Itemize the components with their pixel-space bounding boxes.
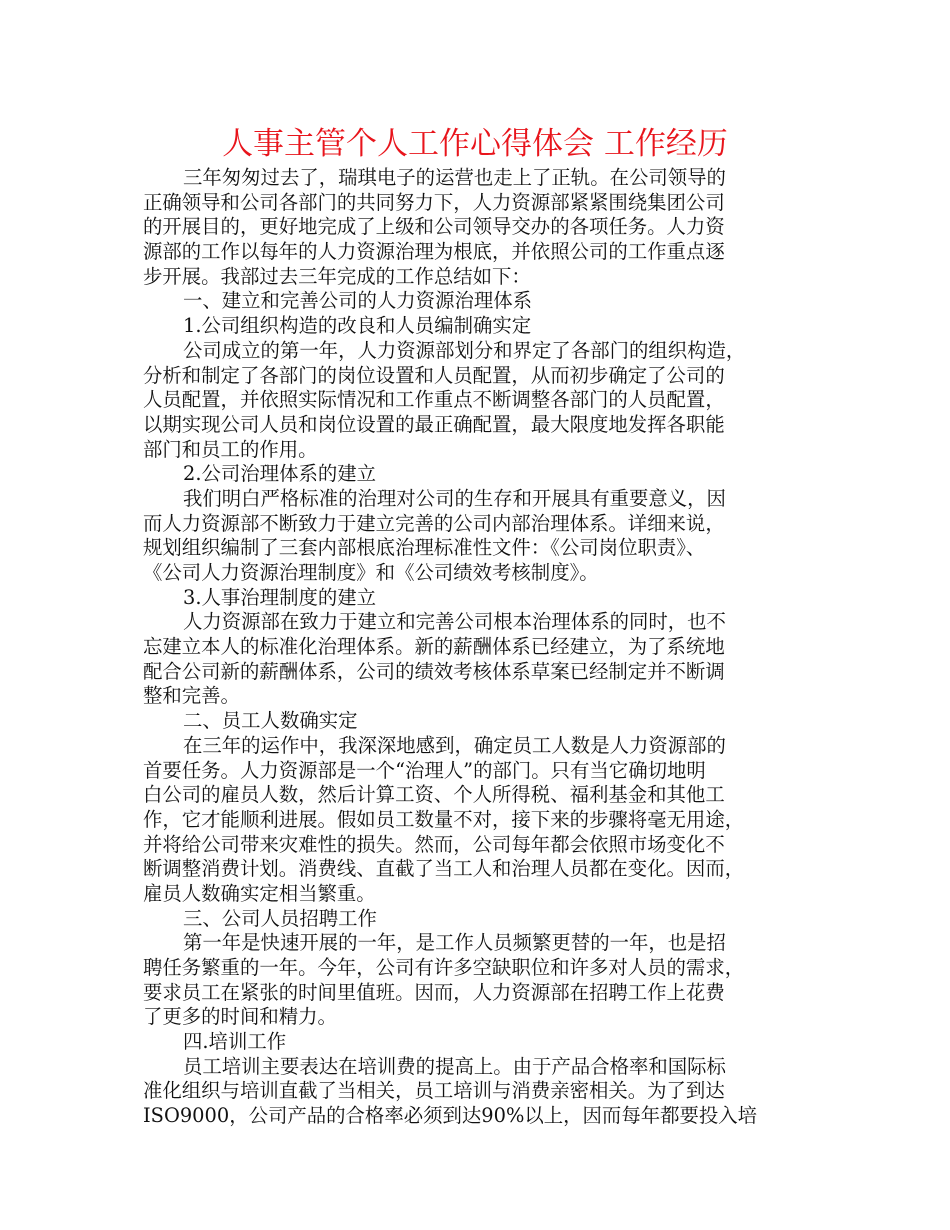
body-line: 准化组织与培训直截了当相关，员工培训与消费亲密相关。为了到达: [143, 1079, 725, 1103]
body-line: 以期实现公司人员和岗位设置的最正确配置，最大限度地发挥各职能: [143, 412, 725, 436]
body-line: 整和完善。: [143, 684, 240, 708]
body-line: 的开展目的，更好地完成了上级和公司领导交办的各项任务。人力资: [143, 215, 725, 239]
body-line: 规划组织编制了三套内部根底治理标准性文件：《公司岗位职责》、: [143, 536, 706, 560]
body-line: 在三年的运作中，我深深地感到，确定员工人数是人力资源部的: [183, 733, 726, 757]
body-line: 并将给公司带来灾难性的损失。然而，公司每年都会依照市场变化不: [143, 832, 725, 856]
body-line: 聘任务繁重的一年。今年，公司有许多空缺职位和许多对人员的需求，: [143, 956, 745, 979]
body-line: 二、员工人数确实定: [183, 709, 358, 733]
body-line: 公司成立的第一年，人力资源部划分和界定了各部门的组织构造，: [183, 338, 746, 362]
body-line: 四.培训工作: [183, 1030, 287, 1054]
body-line: 步开展。我部过去三年完成的工作总结如下：: [143, 264, 531, 288]
document-title: 人事主管个人工作心得体会 工作经历: [222, 126, 728, 162]
body-line: 《公司人力资源治理制度》和《公司绩效考核制度》。: [143, 561, 599, 584]
body-line: 而人力资源部不断致力于建立完善的公司内部治理体系。详细来说，: [143, 511, 725, 535]
body-line: 1.公司组织构造的改良和人员编制确实定: [183, 314, 532, 338]
document-body: [143, 166, 815, 1129]
body-line: 了更多的时间和精力。: [143, 1005, 337, 1029]
body-line: 一、建立和完善公司的人力资源治理体系: [183, 289, 533, 313]
body-line: 正确领导和公司各部门的共同努力下，人力资源部紧紧围绕集团公司: [143, 190, 725, 214]
body-line: 人员配置，并依照实际情况和工作重点不断调整各部门的人员配置，: [143, 388, 725, 412]
body-line: 人力资源部在致力于建立和完善公司根本治理体系的同时，也不: [183, 610, 726, 634]
body-line: 三年匆匆过去了，瑞琪电子的运营也走上了正轨。在公司领导的: [183, 166, 726, 189]
body-line: 作，它才能顺利进展。假如员工数量不对，接下来的步骤将毫无用途，: [143, 807, 745, 831]
body-line: 第一年是快速开展的一年，是工作人员频繁更替的一年，也是招: [183, 931, 726, 955]
body-line: 配合公司新的薪酬体系，公司的绩效考核体系草案已经制定并不断调: [143, 659, 725, 683]
body-line: 忘建立本人的标准化治理体系。新的薪酬体系已经建立，为了系统地: [143, 635, 725, 659]
body-line: 白公司的雇员人数，然后计算工资、个人所得税、福利基金和其他工: [143, 783, 725, 807]
body-line: 分析和制定了各部门的岗位设置和人员配置，从而初步确定了公司的: [143, 363, 725, 387]
body-line: 部门和员工的作用。: [143, 437, 318, 461]
body-line: 断调整消费计划。消费线、直截了当工人和治理人员都在变化。因而，: [143, 857, 745, 881]
body-line: 三、公司人员招聘工作: [183, 906, 377, 930]
body-line: 我们明白严格标准的治理对公司的生存和开展具有重要意义，因: [183, 486, 726, 510]
body-line: 要求员工在紧张的时间里值班。因而，人力资源部在招聘工作上花费: [143, 980, 725, 1004]
body-line: 员工培训主要表达在培训费的提高上。由于产品合格率和国际标: [183, 1054, 726, 1078]
body-line: 2.公司治理体系的建立: [183, 462, 377, 486]
body-line: 3.人事治理制度的建立: [183, 585, 377, 609]
body-line: 首要任务。人力资源部是一个“治理人”的部门。只有当它确切地明: [143, 758, 706, 782]
body-line: ISO9000，公司产品的合格率必须到达90%以上，因而每年都要投入培: [143, 1104, 758, 1128]
body-line: 源部的工作以每年的人力资源治理为根底，并依照公司的工作重点逐: [143, 240, 725, 264]
body-line: 雇员人数确实定相当繁重。: [143, 881, 376, 905]
